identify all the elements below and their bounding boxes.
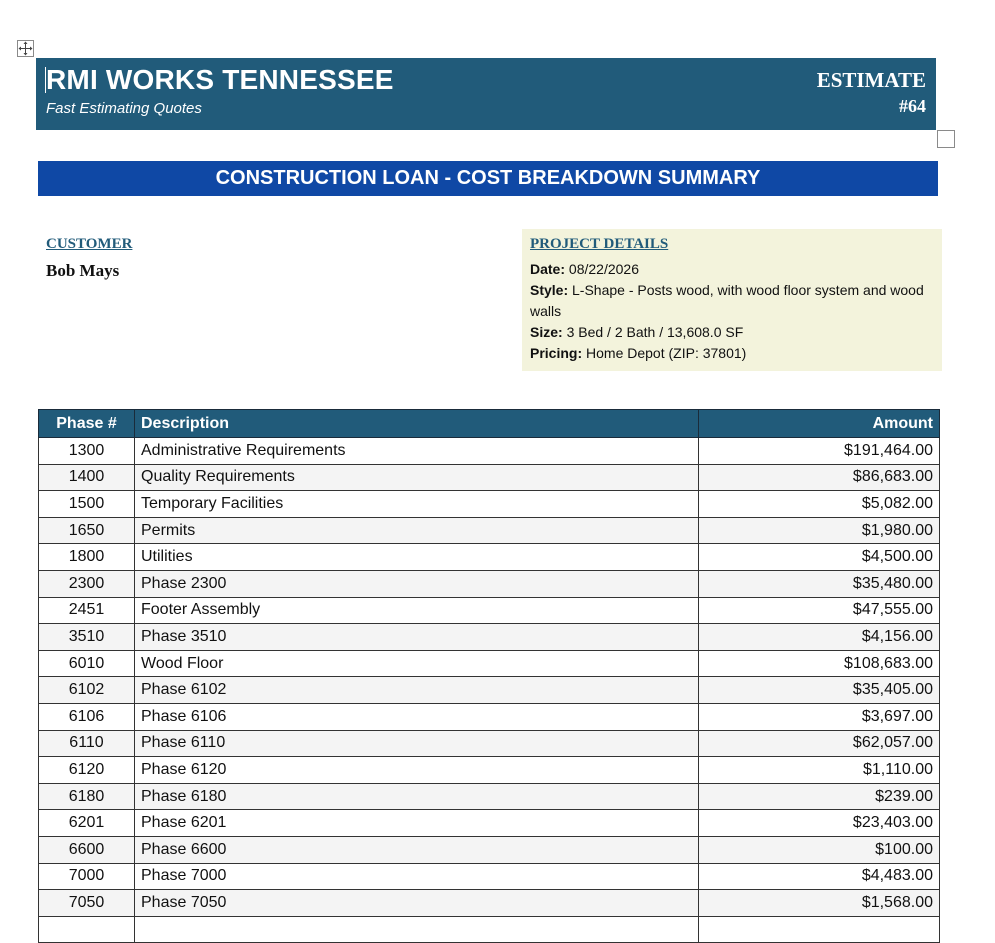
description-cell: Phase 2300	[135, 570, 699, 597]
phase-cell: 7050	[39, 890, 135, 917]
company-tagline: Fast Estimating Quotes	[46, 100, 202, 117]
description-cell: Utilities	[135, 544, 699, 571]
table-row	[39, 624, 940, 651]
description-cell: Administrative Requirements	[135, 438, 699, 465]
project-style-label: Style:	[530, 282, 569, 298]
phase-cell: 1400	[39, 464, 135, 491]
phase-cell: 7000	[39, 863, 135, 890]
phase-cell: 6010	[39, 650, 135, 677]
project-pricing-label: Pricing:	[530, 345, 583, 361]
table-row	[39, 491, 940, 518]
amount-cell: $1,568.00	[699, 890, 940, 917]
description-cell: Phase 6106	[135, 703, 699, 730]
amount-cell: $35,480.00	[699, 570, 940, 597]
phase-cell: 6600	[39, 836, 135, 863]
table-row	[39, 916, 940, 943]
amount-column-header: Amount	[699, 410, 940, 438]
estimate-number: #64	[899, 96, 926, 116]
amount-cell: $4,483.00	[699, 863, 940, 890]
project-date-label: Date:	[530, 261, 566, 277]
description-cell: Phase 3510	[135, 624, 699, 651]
table-row	[39, 597, 940, 624]
phase-cell: 6201	[39, 810, 135, 837]
estimate-header	[36, 58, 936, 130]
phase-cell	[39, 916, 135, 943]
phase-cell: 6120	[39, 757, 135, 784]
project-size-label: Size:	[530, 324, 563, 340]
table-row	[39, 517, 940, 544]
amount-cell: $35,405.00	[699, 677, 940, 704]
project-date	[530, 259, 934, 280]
amount-cell: $4,156.00	[699, 624, 940, 651]
project-details-title: PROJECT DETAILS	[530, 236, 669, 252]
phase-column-header: Phase #	[39, 410, 135, 438]
phase-cell: 3510	[39, 624, 135, 651]
table-row	[39, 810, 940, 837]
amount-cell: $239.00	[699, 783, 940, 810]
project-style	[530, 280, 934, 322]
description-cell: Phase 6201	[135, 810, 699, 837]
description-cell: Phase 6600	[135, 836, 699, 863]
table-row	[39, 544, 940, 571]
project-pricing-value: Home Depot (ZIP: 37801)	[586, 345, 747, 361]
description-cell: Phase 7000	[135, 863, 699, 890]
description-cell: Temporary Facilities	[135, 491, 699, 518]
description-cell: Phase 6180	[135, 783, 699, 810]
description-cell: Phase 6120	[135, 757, 699, 784]
customer-name: Bob Mays	[46, 261, 120, 280]
description-column-header: Description	[135, 410, 699, 438]
table-row	[39, 438, 940, 465]
amount-cell: $191,464.00	[699, 438, 940, 465]
amount-cell: $47,555.00	[699, 597, 940, 624]
table-row	[39, 650, 940, 677]
company-name: RMI WORKS TENNESSEE	[46, 64, 394, 95]
table-header-row	[39, 410, 940, 438]
phase-cell: 6102	[39, 677, 135, 704]
amount-cell: $3,697.00	[699, 703, 940, 730]
table-row	[39, 703, 940, 730]
summary-title: CONSTRUCTION LOAN - COST BREAKDOWN SUMMARY	[38, 161, 938, 196]
customer-section-title: CUSTOMER	[46, 236, 133, 252]
description-cell: Quality Requirements	[135, 464, 699, 491]
table-resize-handle[interactable]	[937, 130, 955, 148]
amount-cell: $5,082.00	[699, 491, 940, 518]
table-row	[39, 836, 940, 863]
project-date-value: 08/22/2026	[568, 261, 639, 277]
phase-cell: 1800	[39, 544, 135, 571]
phase-cell: 6106	[39, 703, 135, 730]
table-row	[39, 677, 940, 704]
description-cell: Phase 7050	[135, 890, 699, 917]
phase-cell: 6110	[39, 730, 135, 757]
phase-cell: 1650	[39, 517, 135, 544]
amount-cell: $86,683.00	[699, 464, 940, 491]
description-cell: Wood Floor	[135, 650, 699, 677]
amount-cell: $108,683.00	[699, 650, 940, 677]
amount-cell: $1,110.00	[699, 757, 940, 784]
description-cell: Permits	[135, 517, 699, 544]
table-row	[39, 464, 940, 491]
cost-breakdown-table	[38, 409, 940, 943]
table-row	[39, 730, 940, 757]
project-style-value: L-Shape - Posts wood, with wood floor system and wood walls	[530, 282, 924, 319]
project-size	[530, 322, 934, 343]
table-row	[39, 783, 940, 810]
description-cell: Footer Assembly	[135, 597, 699, 624]
amount-cell: $4,500.00	[699, 544, 940, 571]
phase-cell: 1300	[39, 438, 135, 465]
table-row	[39, 890, 940, 917]
phase-cell: 6180	[39, 783, 135, 810]
amount-cell: $23,403.00	[699, 810, 940, 837]
estimate-label: ESTIMATE	[816, 68, 926, 92]
description-cell	[135, 916, 699, 943]
table-row	[39, 570, 940, 597]
amount-cell: $62,057.00	[699, 730, 940, 757]
amount-cell: $1,980.00	[699, 517, 940, 544]
project-size-value: 3 Bed / 2 Bath / 13,608.0 SF	[566, 324, 744, 340]
description-cell: Phase 6102	[135, 677, 699, 704]
phase-cell: 2300	[39, 570, 135, 597]
amount-cell: $100.00	[699, 836, 940, 863]
description-cell: Phase 6110	[135, 730, 699, 757]
table-row	[39, 757, 940, 784]
amount-cell	[699, 916, 940, 943]
phase-cell: 1500	[39, 491, 135, 518]
table-row	[39, 863, 940, 890]
phase-cell: 2451	[39, 597, 135, 624]
project-pricing	[530, 343, 934, 364]
table-move-handle-icon[interactable]	[17, 40, 34, 57]
project-details-box	[522, 229, 942, 371]
